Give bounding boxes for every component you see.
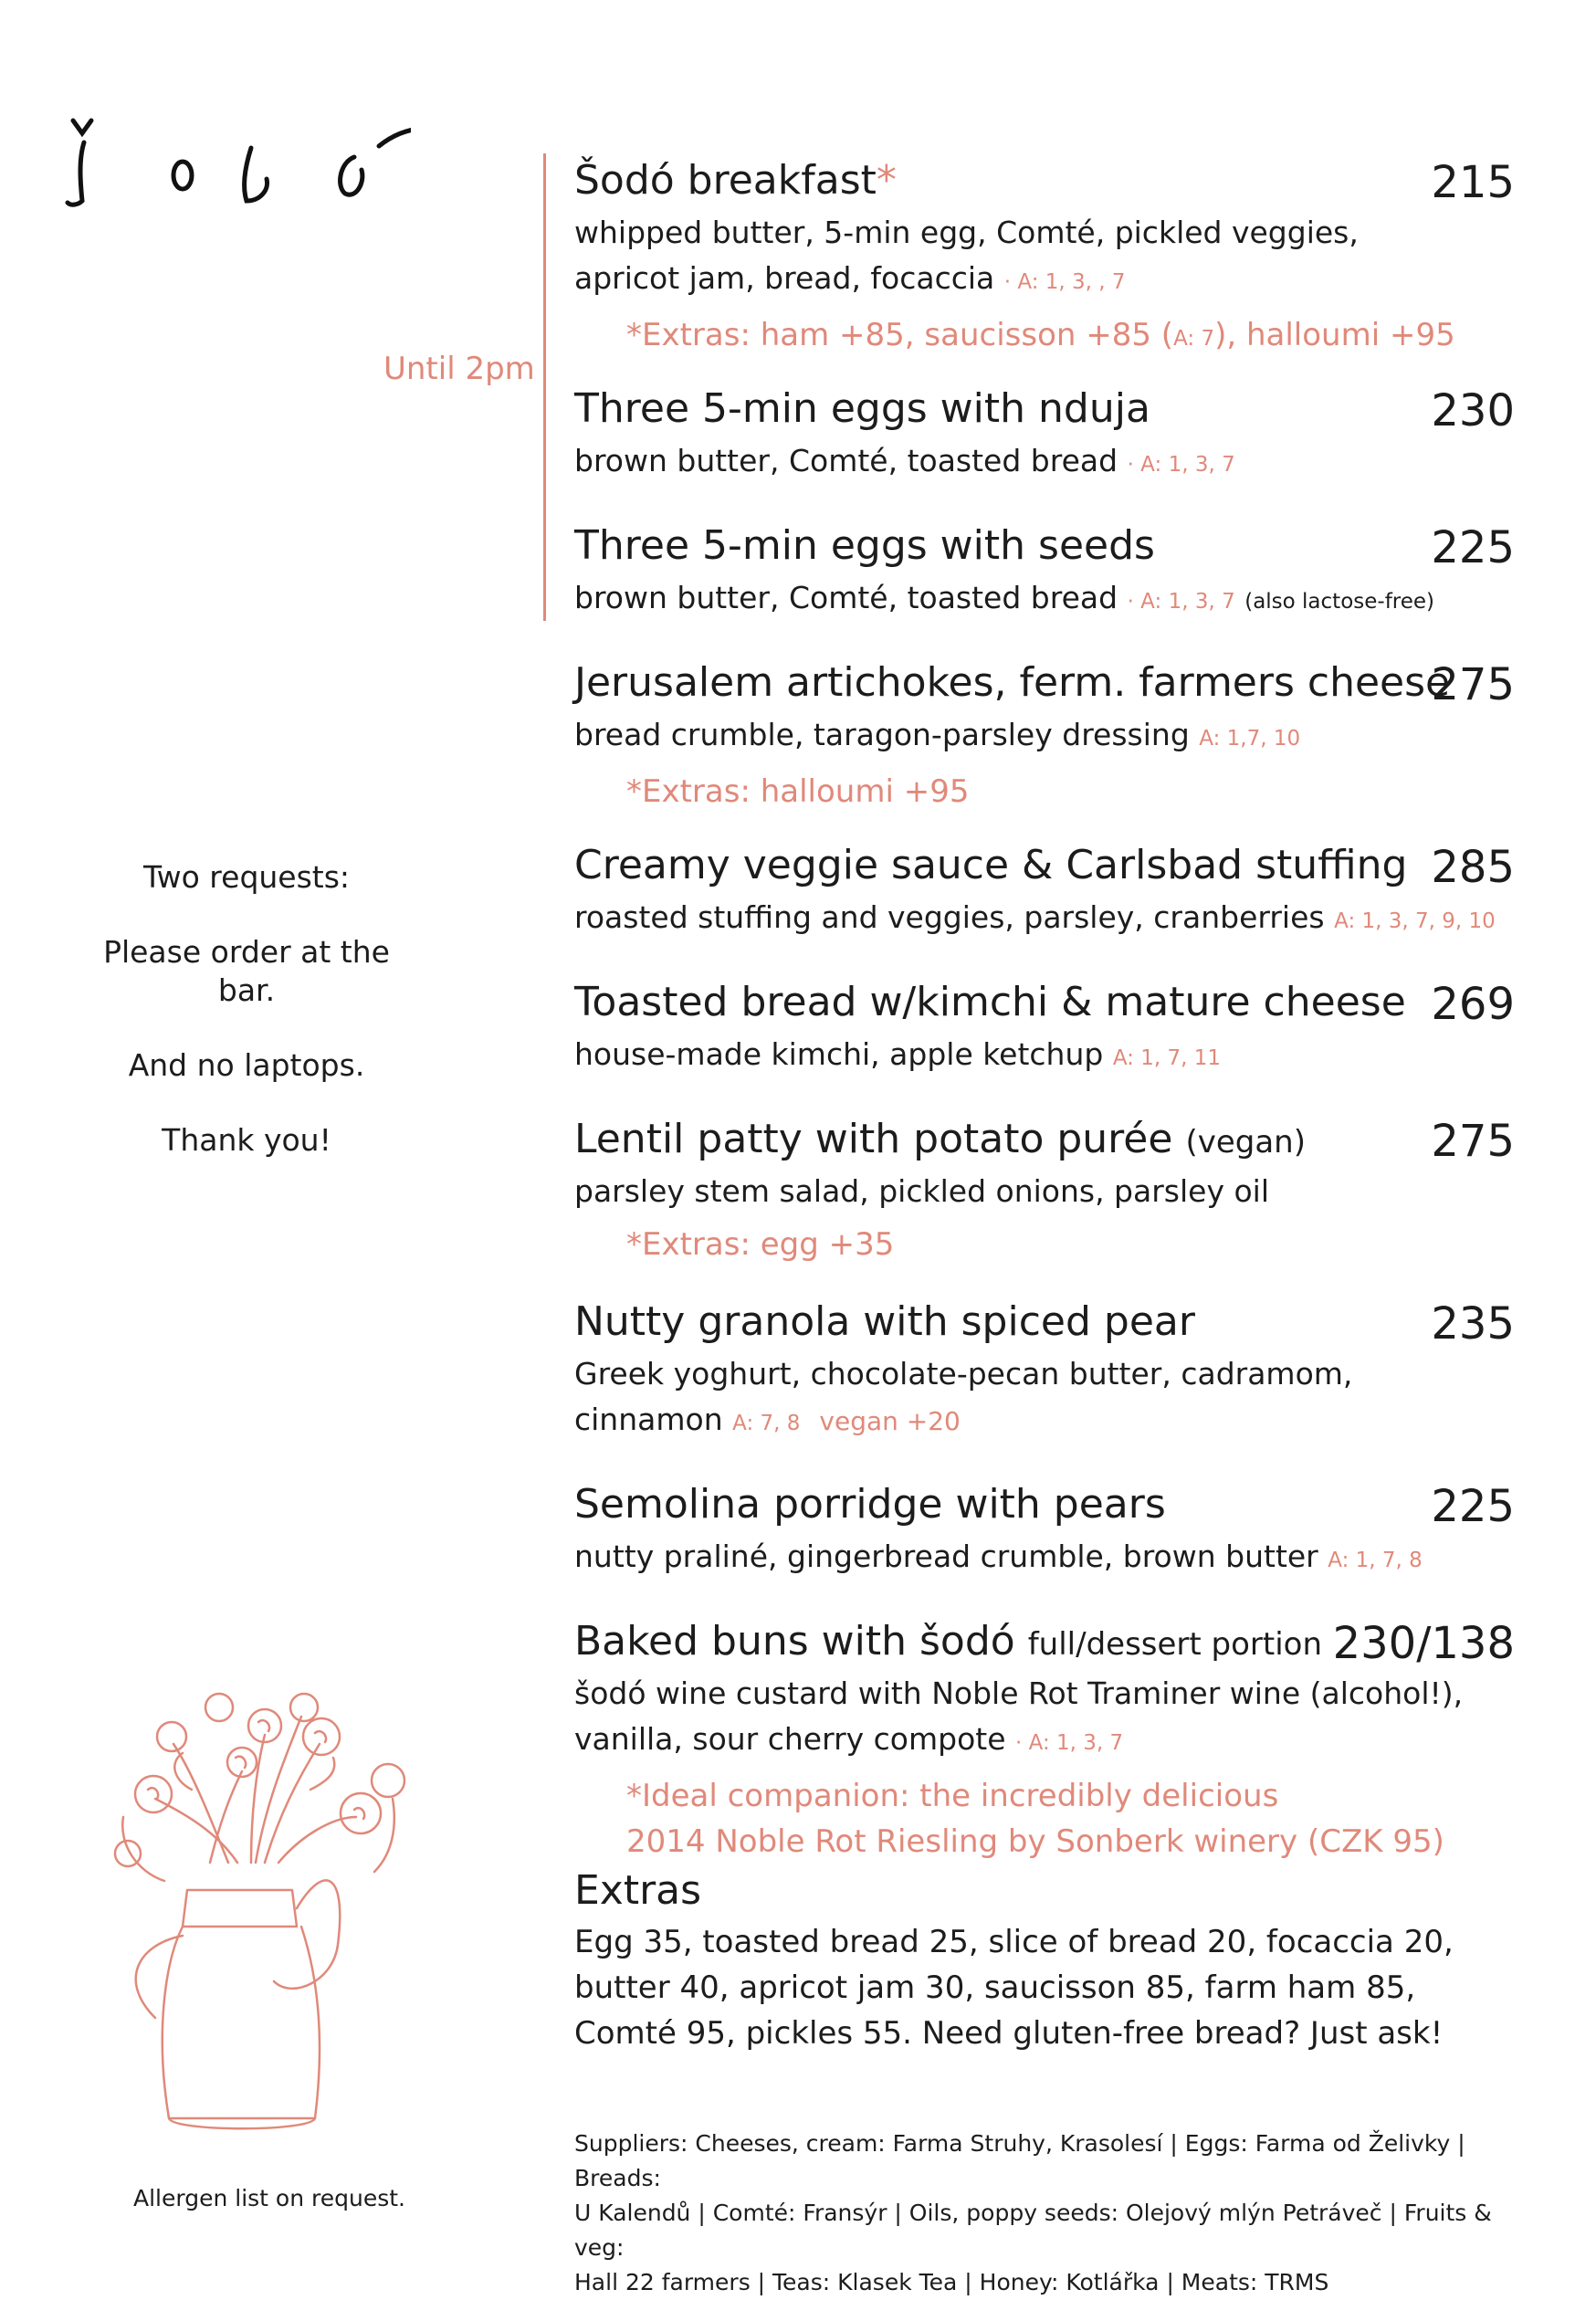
lactose-free-note: (also lactose-free) [1244,590,1435,614]
item-description: šodó wine custard with Noble Rot Traminer wine (alcohol!), vanilla, sour cherry compote · A: 1, 3, 7 [574,1675,1464,1757]
item-description: Greek yoghurt, chocolate-pecan butter, cadramom, cinnamon A: 7, 8 vegan +20 [574,1356,1353,1437]
item-name: Toasted bread w/kimchi & mature cheese [574,979,1406,1025]
suppliers-note: Suppliers: Cheeses, cream: Farma Struhy, Krasolesí | Eggs: Farma od Želivky | Breads: U Kalendů | Comté: Fransýr | Oils, poppy seeds: Olejový mlýn Petráveč | Fruits & veg: Hall 22 farmers | Teas: Klasek Tea | Honey: Kotlářka | Meats: TRMS [574,2130,1492,2295]
allergen-codes: A: 1, 3, 7, 9, 10 [1334,909,1496,933]
item-name: Nutty granola with spiced pear [574,1298,1195,1345]
allergen-codes: · A: 1, 3, 7 [1015,1731,1124,1755]
asterisk-mark: * [876,157,897,204]
menu-item-jerusalem-artichokes [574,659,1515,814]
item-extras: *Extras: halloumi +95 [626,773,970,810]
portion-note: full/dessert portion [1027,1626,1323,1663]
request-no-laptops: And no laptops. [128,1047,365,1083]
allergen-note: Allergen list on request. [133,2185,405,2211]
item-name: Jerusalem artichokes, ferm. farmers cheese [574,659,1451,706]
item-price: 225 [1431,1481,1515,1532]
flower-vase-illustration [82,1634,475,2155]
item-name: Lentil patty with potato purée [574,1116,1173,1162]
menu-item-eggs-seeds [574,522,1515,625]
allergen-codes: A: 7, 8 [732,1412,801,1435]
allergen-codes: · A: 1, 3, 7 [1127,453,1235,477]
requests-title: Two requests: [142,859,351,895]
item-name: Three 5-min eggs with nduja [574,385,1150,432]
item-description: bread crumble, taragon-parsley dressing A: 1,7, 10 [574,717,1301,752]
item-name: Three 5-min eggs with seeds [574,522,1155,569]
item-price: 225 [1431,522,1515,573]
allergen-codes: A: 1,7, 10 [1199,727,1301,751]
item-description: parsley stem salad, pickled onions, parsley oil [574,1173,1269,1209]
item-price: 275 [1431,659,1515,710]
wine-pairing: *Ideal companion: the incredibly delicious 2014 Noble Rot Riesling by Sonberk winery (CZK 95) [626,1778,1444,1860]
item-name: Šodó breakfast [574,157,877,204]
request-order-at-bar: Please order at the bar. [103,934,390,1008]
menu-item-eggs-nduja [574,385,1515,488]
item-description: nutty praliné, gingerbread crumble, brown butter A: 1, 7, 8 [574,1539,1423,1574]
item-description: brown butter, Comté, toasted bread · A: 1, 3, 7 [574,443,1235,478]
item-description: whipped butter, 5-min egg, Comté, pickled veggies, apricot jam, bread, focaccia · A: 1, 3, , 7 [574,215,1359,296]
item-price: 269 [1431,979,1515,1030]
allergen-codes: A: 1, 7, 11 [1112,1046,1222,1070]
allergen-codes: A: 1, 7, 8 [1328,1549,1423,1572]
extras-title: Extras [574,1867,702,1914]
menu-item-semolina-porridge [574,1481,1515,1583]
item-extras: *Extras: ham +85, saucisson +85 (A: 7), halloumi +95 [626,317,1455,353]
extras-section [574,1867,1515,2056]
item-price: 235 [1431,1298,1515,1350]
sodo-logo [64,110,411,219]
menu-item-creamy-veggie-sauce [574,842,1515,944]
item-description: house-made kimchi, apple ketchup A: 1, 7, 11 [574,1036,1222,1072]
item-description: roasted stuffing and veggies, parsley, cranberries A: 1, 3, 7, 9, 10 [574,899,1496,935]
item-price: 285 [1431,842,1515,893]
item-extras: *Extras: egg +35 [626,1226,895,1263]
menu-item-lentil-patty [574,1116,1515,1267]
item-price: 275 [1431,1116,1515,1167]
requests-note [91,858,402,1196]
until-2pm-label: Until 2pm [383,351,535,387]
vegan-tag: (vegan) [1185,1124,1306,1161]
menu-item-baked-buns [574,1618,1515,1864]
menu-item-nutty-granola [574,1298,1515,1446]
item-description: brown butter, Comté, toasted bread · A: 1, 3, 7 (also lactose-free) [574,580,1435,615]
vegan-option: vegan +20 [819,1406,961,1436]
item-name: Semolina porridge with pears [574,1481,1166,1528]
extras-list: Egg 35, toasted bread 25, slice of bread 20, focaccia 20, butter 40, apricot jam 30, saucisson 85, farm ham 85, Comté 95, pickles 55. Need gluten-free bread? Just ask! [574,1924,1454,2052]
item-name: Baked buns with šodó [574,1618,1015,1665]
menu-item-kimchi-toast [574,979,1515,1081]
menu-item-sodo-breakfast [574,157,1515,362]
breakfast-divider [543,153,546,621]
thank-you: Thank you! [162,1122,331,1158]
allergen-codes: · A: 1, 3, 7 [1127,590,1235,614]
item-name: Creamy veggie sauce & Carlsbad stuffing [574,842,1408,888]
allergen-codes: · A: 1, 3, , 7 [1003,270,1126,294]
item-price: 230/138 [1332,1618,1515,1669]
item-price: 215 [1431,157,1515,208]
item-price: 230 [1431,385,1515,436]
